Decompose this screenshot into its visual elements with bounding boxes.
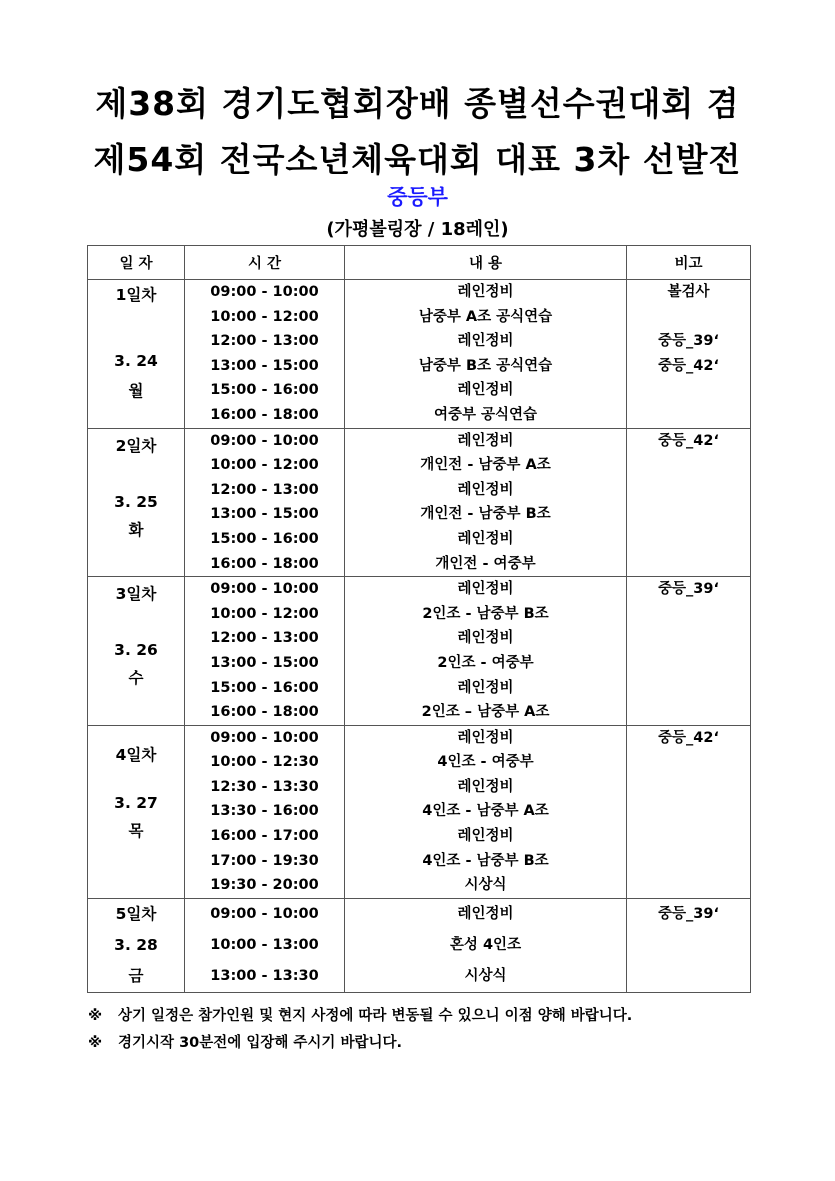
time-text: 12:00 - 13:00 [210, 630, 319, 647]
time-text: 09:00 - 10:00 [210, 284, 319, 300]
content-text: 레인정비 [457, 481, 514, 498]
day-cell [88, 725, 185, 898]
content-text: 남중부 B조 공식연습 [418, 357, 553, 374]
content-text: 레인정비 [457, 581, 514, 598]
time-cell [185, 280, 345, 429]
note-text: 중등_39‘ [658, 581, 719, 598]
note-cell [627, 280, 751, 429]
header-date: 일 자 [88, 246, 185, 280]
content-cell [345, 280, 627, 429]
time-text: 12:00 - 13:00 [210, 333, 319, 350]
day-number: 5일차 [115, 904, 157, 923]
day-date: 3. 26 [114, 641, 158, 660]
time-text: 09:00 - 10:00 [210, 905, 319, 922]
content-text: 레인정비 [457, 905, 514, 922]
day-weekday: 수 [128, 669, 144, 688]
day-weekday: 화 [128, 520, 144, 539]
time-text: 10:00 - 12:00 [210, 457, 319, 474]
day-number: 1일차 [115, 286, 157, 304]
time-text: 13:00 - 15:00 [210, 506, 319, 523]
time-text: 13:30 - 16:00 [210, 803, 319, 820]
time-text: 13:00 - 13:30 [210, 967, 319, 984]
day-number: 3일차 [115, 585, 157, 604]
note-text: 볼검사 [667, 284, 710, 300]
venue-label: (가평볼링장 / 18레인) [326, 219, 509, 240]
content-text: 레인정비 [457, 432, 514, 449]
day-cell [88, 577, 185, 726]
note-cell [627, 577, 751, 726]
content-text: 개인전 - 남중부 A조 [420, 457, 551, 474]
time-text: 12:30 - 13:30 [210, 778, 319, 795]
content-text: 레인정비 [457, 333, 514, 350]
day-block-row [88, 577, 751, 726]
time-text: 12:00 - 13:00 [210, 481, 319, 498]
content-text: 레인정비 [457, 284, 514, 300]
day-number: 4일차 [115, 745, 157, 764]
content-text: 시상식 [464, 877, 507, 894]
title-line-2: 제54회 전국소년체육대회 대표 3차 선발전 [93, 140, 742, 179]
notice-text: 상기 일정은 참가인원 및 현지 사정에 따라 변동될 수 있으니 이점 양해 바랍니다. [118, 1008, 633, 1024]
notice-1 [88, 1004, 632, 1025]
time-text: 09:00 - 10:00 [210, 729, 319, 746]
note-text: 중등_42‘ [658, 729, 719, 746]
day-date: 3. 28 [114, 935, 158, 954]
day-date: 3. 25 [114, 492, 158, 511]
time-cell [185, 725, 345, 898]
notice-mark: ※ [88, 1035, 103, 1051]
time-cell [185, 577, 345, 726]
time-text: 15:00 - 16:00 [210, 382, 319, 399]
content-text: 레인정비 [457, 630, 514, 647]
time-text: 16:00 - 18:00 [210, 555, 319, 572]
content-text: 레인정비 [457, 382, 514, 399]
time-text: 09:00 - 10:00 [210, 581, 319, 598]
header-time: 시 간 [185, 246, 345, 280]
content-text: 여중부 공식연습 [433, 406, 538, 423]
notice-2 [88, 1031, 402, 1052]
time-text: 15:00 - 16:00 [210, 530, 319, 547]
time-text: 09:00 - 10:00 [210, 432, 319, 449]
time-text: 10:00 - 13:00 [210, 936, 319, 953]
content-text: 개인전 - 여중부 [435, 555, 536, 572]
time-text: 13:00 - 15:00 [210, 654, 319, 671]
time-text: 10:00 - 12:00 [210, 605, 319, 622]
content-text: 2인조 - 여중부 [437, 654, 534, 671]
note-text: 중등_42‘ [658, 432, 719, 449]
note-cell [627, 428, 751, 577]
day-block-row [88, 428, 751, 577]
content-text: 4인조 - 여중부 [437, 754, 534, 771]
content-text: 레인정비 [457, 828, 514, 845]
content-cell [345, 428, 627, 577]
header-content: 내 용 [345, 246, 627, 280]
content-text: 레인정비 [457, 679, 514, 696]
day-weekday: 금 [128, 966, 144, 985]
content-text: 레인정비 [457, 530, 514, 547]
day-cell [88, 898, 185, 992]
content-text: 4인조 - 남중부 B조 [422, 852, 549, 869]
day-block-row [88, 280, 751, 429]
content-text: 개인전 - 남중부 B조 [420, 506, 551, 523]
day-block-row [88, 725, 751, 898]
note-text: 중등_39‘ [658, 333, 719, 350]
time-text: 19:30 - 20:00 [210, 877, 319, 894]
content-text: 2인조 – 남중부 A조 [421, 704, 550, 721]
content-cell [345, 898, 627, 992]
division-label: 중등부 [387, 185, 448, 209]
content-cell [345, 725, 627, 898]
note-cell [627, 898, 751, 992]
content-text: 레인정비 [457, 778, 514, 795]
day-weekday: 월 [128, 382, 144, 400]
content-text: 레인정비 [457, 729, 514, 746]
time-cell [185, 898, 345, 992]
time-text: 10:00 - 12:30 [210, 754, 319, 771]
content-text: 남중부 A조 공식연습 [418, 308, 553, 325]
content-text: 혼성 4인조 [449, 936, 522, 953]
content-cell [345, 577, 627, 726]
day-date: 3. 24 [114, 352, 158, 370]
day-weekday: 목 [128, 821, 144, 840]
content-text: 4인조 - 남중부 A조 [422, 803, 549, 820]
time-text: 16:00 - 17:00 [210, 828, 319, 845]
header-note: 비고 [627, 246, 751, 280]
note-text: 중등_39‘ [658, 905, 719, 922]
time-text: 16:00 - 18:00 [210, 704, 319, 721]
notice-text: 경기시작 30분전에 입장해 주시기 바랍니다. [118, 1035, 402, 1051]
schedule-table [87, 245, 751, 993]
note-cell [627, 725, 751, 898]
time-text: 13:00 - 15:00 [210, 357, 319, 374]
content-text: 2인조 - 남중부 B조 [422, 605, 549, 622]
time-text: 17:00 - 19:30 [210, 852, 319, 869]
day-date: 3. 27 [114, 793, 158, 812]
time-text: 10:00 - 12:00 [210, 308, 319, 325]
time-cell [185, 428, 345, 577]
time-text: 15:00 - 16:00 [210, 679, 319, 696]
content-text: 시상식 [464, 967, 507, 984]
time-text: 16:00 - 18:00 [210, 406, 319, 423]
day-cell [88, 280, 185, 429]
table-header-row [88, 246, 751, 280]
title-line-1: 제38회 경기도협회장배 종별선수권대회 겸 [95, 84, 740, 123]
day-block-row [88, 898, 751, 992]
day-cell [88, 428, 185, 577]
note-text: 중등_42‘ [658, 357, 719, 374]
day-number: 2일차 [115, 436, 157, 455]
notice-mark: ※ [88, 1008, 103, 1024]
